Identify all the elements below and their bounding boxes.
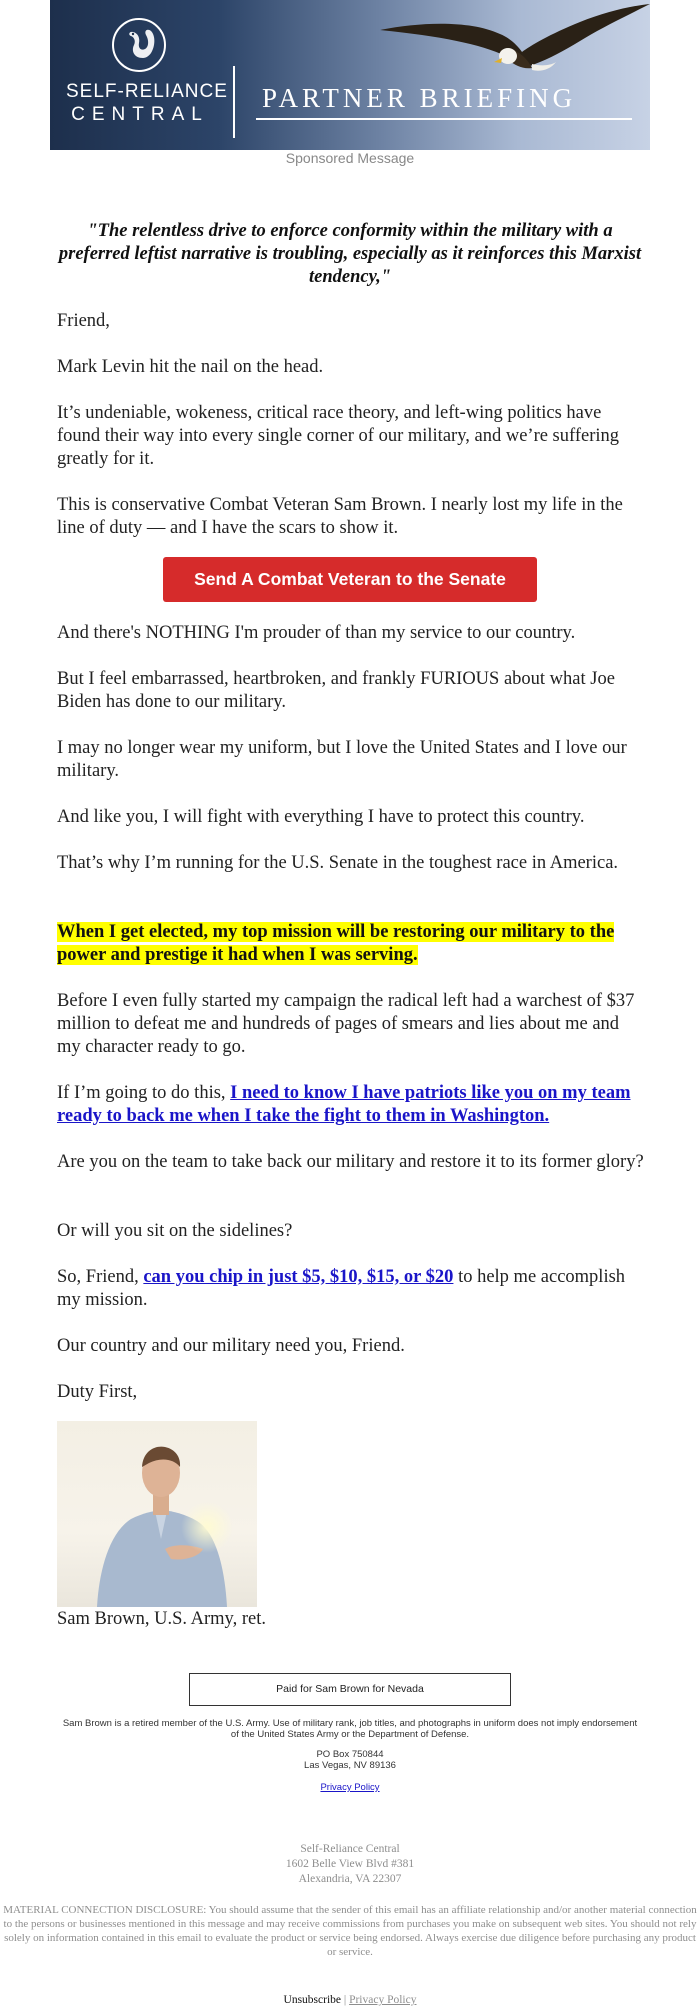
- paragraph-warchest: Before I even fully started my campaign the radical left had a warchest of $37 million to defeat me and hundreds of pages of smears and lies about me and my character ready to go.: [57, 991, 635, 1057]
- po-box-line: PO Box 750844: [316, 1749, 384, 1760]
- privacy-policy-top: [60, 1782, 640, 1793]
- header-title: PARTNER BRIEFING: [262, 83, 577, 113]
- squirrel-logo-icon: [112, 18, 166, 72]
- eagle-icon: [380, 0, 650, 90]
- donate-cta-button[interactable]: Send A Combat Veteran to the Senate: [163, 557, 537, 602]
- closing-line: Duty First,: [57, 1382, 138, 1402]
- highlight-text: When I get elected, my top mission will be restoring our military to the power and prestige it had when I was serving.: [57, 922, 615, 965]
- chip-in-suffix: to help me accomplish my mission.: [57, 1267, 626, 1310]
- paragraph-uniform: I may no longer wear my uniform, but I love the United States and I love our military.: [57, 738, 627, 781]
- paid-for-box: Paid for Sam Brown for Nevada: [189, 1673, 511, 1706]
- logo-text-line2: CENTRAL: [71, 104, 209, 125]
- candidate-photo: [57, 1421, 257, 1607]
- paragraph-biden: But I feel embarrassed, heartbroken, and frankly FURIOUS about what Joe Biden has done to our military.: [57, 669, 615, 712]
- logo-text-line1: SELF-RELIANCE: [66, 81, 228, 102]
- paragraph-patriots: [57, 1082, 647, 1128]
- sponsored-label: Sponsored Message: [285, 150, 415, 166]
- chip-in-donate-link[interactable]: can you chip in just $5, $10, $15, or $20: [143, 1267, 454, 1287]
- signature-line: Sam Brown, U.S. Army, ret.: [57, 1609, 266, 1629]
- paragraph-wokeness: It’s undeniable, wokeness, critical race theory, and left-wing politics have found their way into every single corner of our military, and we’re suffering greatly for it.: [57, 403, 620, 469]
- footer-company-name: Self-Reliance Central: [300, 1843, 400, 1855]
- paragraph-country-needs: Our country and our military need you, Friend.: [57, 1336, 405, 1356]
- paragraph-chip-in: [57, 1266, 647, 1312]
- paragraph-team: Are you on the team to take back our military and restore it to its former glory?: [57, 1152, 644, 1172]
- highlighted-mission: [57, 921, 647, 967]
- military-disclaimer: Sam Brown is a retired member of the U.S. Army. Use of military rank, job titles, and photographs in uniform does not imply endorsement of the United States Army or the Department of Defense.: [62, 1718, 638, 1740]
- footer-separator: |: [343, 1994, 347, 2006]
- paragraph-fight: And like you, I will fight with everything I have to protect this country.: [57, 807, 585, 827]
- unsubscribe-link[interactable]: Unsubscribe: [283, 1994, 342, 2006]
- paragraph-service: And there's NOTHING I'm prouder of than my service to our country.: [57, 623, 576, 643]
- chip-in-prefix: So, Friend,: [57, 1267, 144, 1287]
- paragraph-combat-veteran: This is conservative Combat Veteran Sam Brown. I nearly lost my life in the line of duty — and I have the scars to show it.: [57, 495, 623, 538]
- patriots-prefix: If I’m going to do this,: [57, 1083, 231, 1103]
- header-banner: [50, 0, 650, 150]
- paragraph-senate: That’s why I’m running for the U.S. Senate in the toughest race in America.: [57, 853, 619, 873]
- material-connection-disclosure: MATERIAL CONNECTION DISCLOSURE: You should assume that the sender of this email has an affiliate relationship and/or another material connection to the persons or businesses mentioned in this message and may receive commissions from purchases you make on subsequent web sites. You should not rely solely on information contained in this email to evaluate the product or service being endorsed. Always exercise due diligence before purchasing any product or service.: [3, 1904, 697, 1958]
- footer-city: Alexandria, VA 22307: [298, 1873, 402, 1885]
- header-title-rule: [256, 118, 632, 120]
- privacy-policy-link[interactable]: Privacy Policy: [320, 1782, 380, 1793]
- footer-links: [0, 1994, 700, 2006]
- header-divider: [233, 66, 235, 138]
- greeting: Friend,: [57, 311, 110, 331]
- footer-privacy-policy-link[interactable]: Privacy Policy: [349, 1994, 417, 2006]
- footer-street: 1602 Belle View Blvd #381: [285, 1858, 415, 1870]
- paragraph-levin: Mark Levin hit the nail on the head.: [57, 357, 324, 377]
- headline-quote: "The relentless drive to enforce conformity within the military with a preferred leftist narrative is troubling, especially as it reinforces this Marxist tendency,": [58, 221, 642, 287]
- paragraph-sidelines: Or will you sit on the sidelines?: [57, 1221, 293, 1241]
- city-line: Las Vegas, NV 89136: [304, 1760, 396, 1771]
- patriots-donate-link[interactable]: I need to know I have patriots like you on my team ready to back me when I take the fight to them in Washington.: [57, 1083, 631, 1126]
